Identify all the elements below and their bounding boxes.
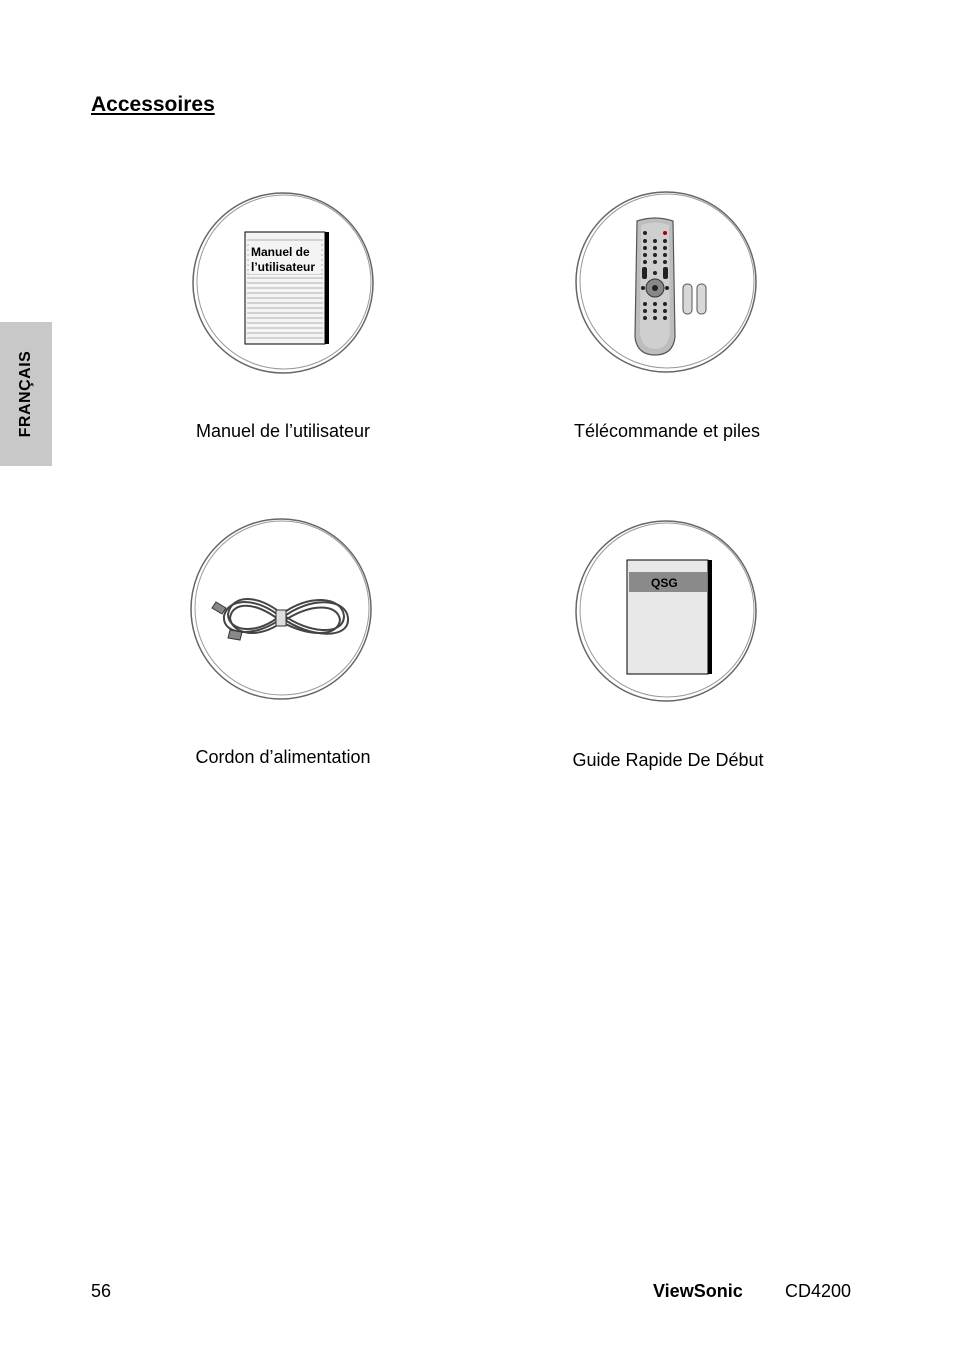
remote-control-icon xyxy=(571,187,761,377)
manual-cover-line2: l’utilisateur xyxy=(251,260,316,274)
language-tab-label: FRANÇAIS xyxy=(17,350,34,438)
item-caption-quick-start-guide: Guide Rapide De Début xyxy=(572,750,764,770)
language-tab xyxy=(0,322,52,466)
item-caption-manual: Manuel de l’utilisateur xyxy=(195,421,371,441)
page-number: 56 xyxy=(91,1281,112,1301)
item-caption-power-cord: Cordon d’alimentation xyxy=(195,747,371,767)
user-manual-icon xyxy=(188,188,378,378)
footer-brand: ViewSonic xyxy=(653,1281,743,1301)
qsg-cover-label: QSG xyxy=(651,576,678,590)
manual-cover-line1: Manuel de xyxy=(251,245,310,259)
footer-model: CD4200 xyxy=(785,1281,852,1301)
quick-start-guide-icon xyxy=(571,516,761,706)
item-caption-remote: Télécommande et piles xyxy=(573,421,761,441)
page-title: Accessoires xyxy=(91,93,215,116)
power-cord-icon xyxy=(186,514,376,704)
